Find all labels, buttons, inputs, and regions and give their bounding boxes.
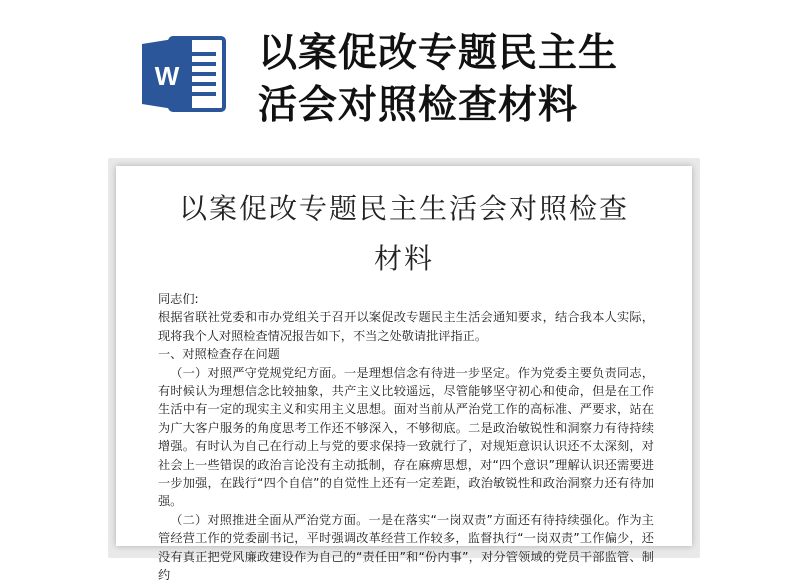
document-page[interactable] (116, 166, 692, 583)
body-paragraph-1: （一）对照严守党规党纪方面。一是理想信念有待进一步坚定。作为党委主要负责同志，有时候认为理想信念比较抽象，共产主义比较遥远，尽管能够坚守初心和使命，但是在工作生活中有一定的现实主义和实用主义思想。面对当前从严治党工作的高标准、严要求，站在为广大客户服务的角度思考工作还不够深入，不够彻底。二是政治敏锐性和洞察力有待持续增强。有时认为自己在行动上与党的要求保持一致就行了，对规矩意识认识还不太深刻，对社会上一些错误的政治言论没有主动抵制，存在麻痹思想，对“四个意识”理解认识还需要进一步加强，在践行“四个自信”的自觉性上还有一定差距，政治敏锐性和政治洞察力还有待加强。 (158, 365, 654, 509)
document-body (158, 290, 654, 585)
header-banner (0, 0, 800, 150)
intro-paragraph: 根据省联社党委和市办党组关于召开以案促改专题民主生活会通知要求，结合我本人实际，现将我个人对照检查情况报告如下，不当之处敬请批评指正。 (158, 310, 654, 343)
section-heading: 一、对照检查存在问题 (158, 347, 280, 362)
salutation: 同志们: (158, 292, 199, 306)
page-title-line-2: 活会对照检查材料 (258, 83, 579, 128)
document-title-line-2: 材料 (373, 242, 434, 275)
page-title (258, 28, 728, 132)
document-title (116, 184, 692, 284)
word-icon-letter: W (154, 61, 180, 91)
page-title-line-1: 以案促改专题民主生 (258, 31, 619, 76)
document-title-line-1: 以案促改专题民主生活会对照检查 (178, 192, 629, 225)
body-paragraph-2: （二）对照推进全面从严治党方面。一是在落实“一岗双责”方面还有待持续强化。作为主管经营工作的党委副书记，平时强调改革经营工作较多，监督执行“一岗双责”工作偏少，还没有真正把党风廉政建设作为自己的“责任田”和“份内事”，对分管领域的党员干部监管、制约 (158, 512, 654, 583)
word-document-icon (140, 32, 228, 116)
